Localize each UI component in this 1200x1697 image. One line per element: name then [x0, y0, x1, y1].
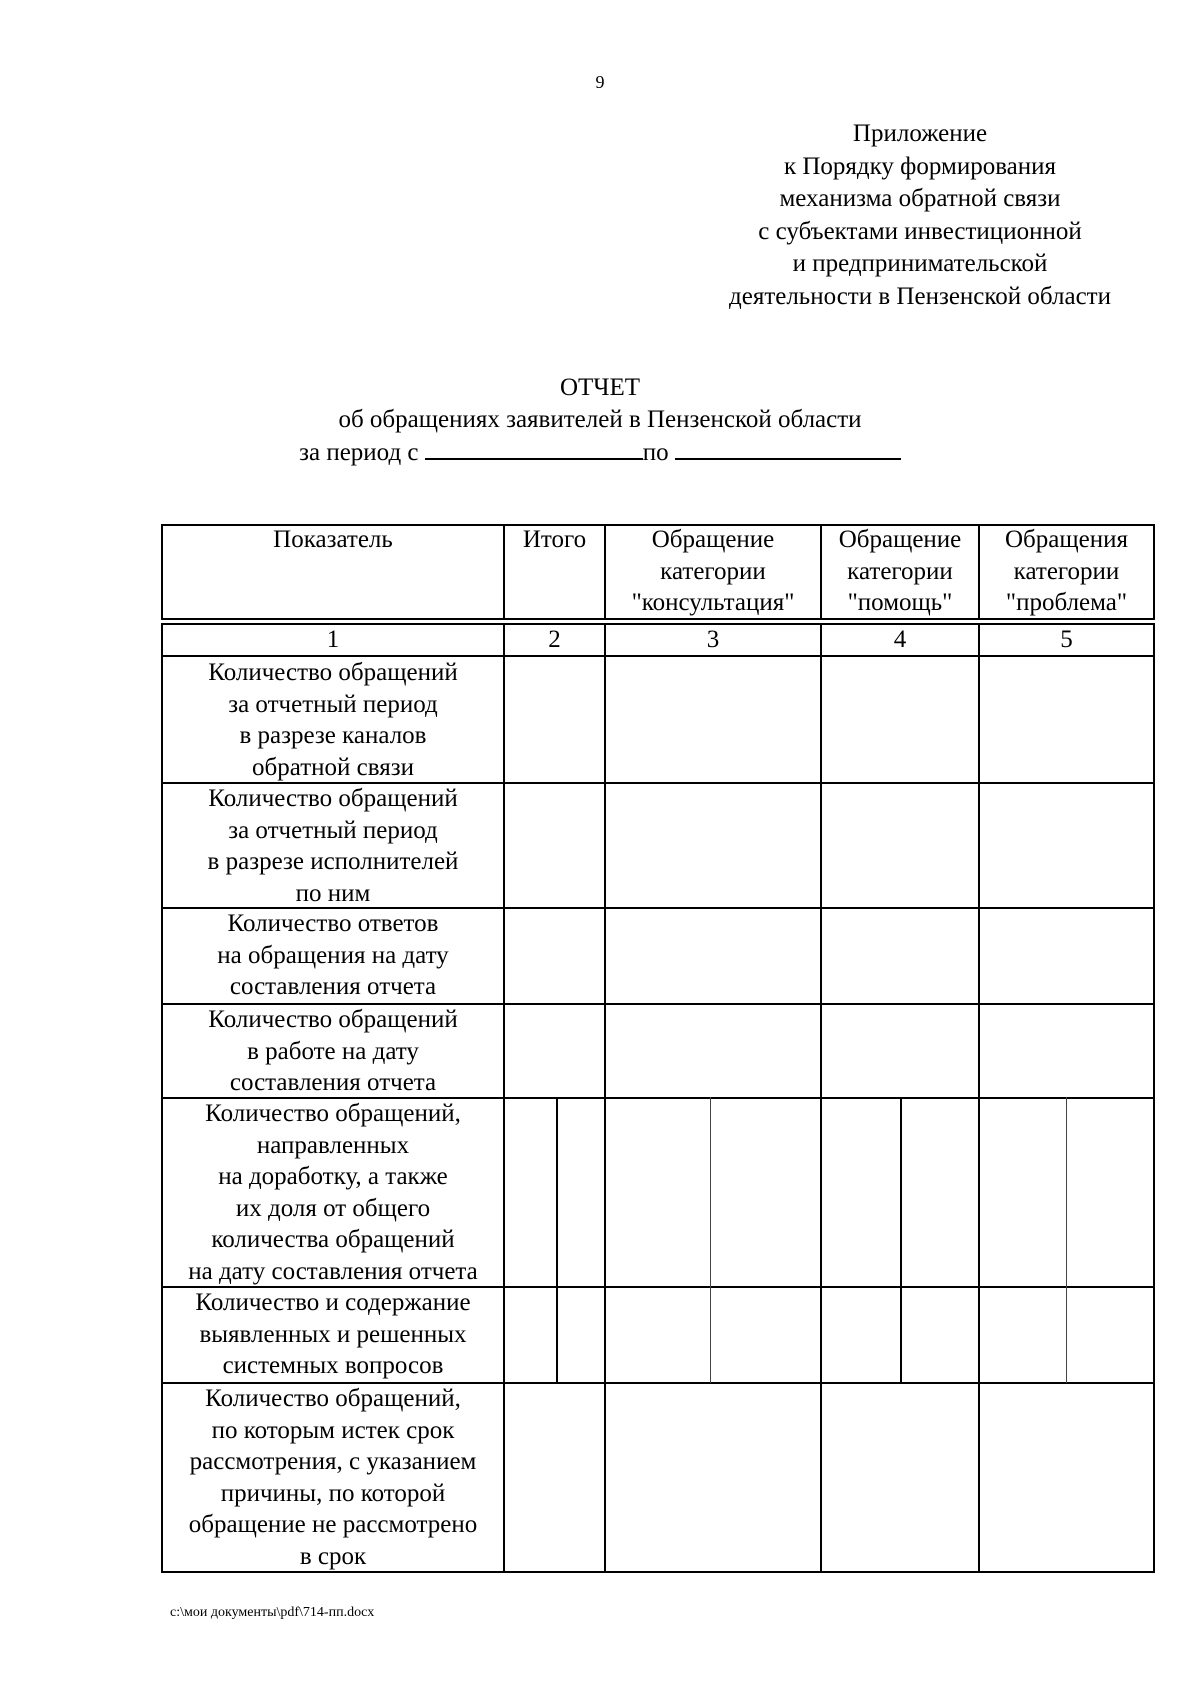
appendix-line: Приложение	[852, 120, 988, 147]
table-subcolumn-border	[1066, 1097, 1067, 1383]
row-label: Количество и содержание выявленных и решенных системных вопросов	[195, 1289, 471, 1379]
appendix-line: и предпринимательской	[792, 250, 1048, 277]
appendix-line: с субъектами инвестиционной	[758, 217, 1082, 245]
row-label: Количество обращений в работе на дату составления отчета	[208, 1006, 458, 1096]
table-border	[503, 623, 505, 1573]
column-number: 3	[706, 626, 720, 653]
period-to-label: по	[642, 439, 669, 466]
table-subcolumn-border	[710, 1097, 711, 1383]
period-from-blank[interactable]	[425, 436, 643, 460]
table-border	[820, 623, 822, 1573]
period-from-label: за период с	[299, 439, 419, 466]
column-number: 2	[548, 626, 561, 653]
appendix-line: механизма обратной связи	[779, 185, 1061, 212]
appendix-block	[690, 118, 1150, 313]
table-border	[604, 623, 606, 1573]
row-label: Количество обращений, по которым истек срок рассмотрения, с указанием причины, по которой обращение не рассмотрено в срок	[188, 1385, 478, 1570]
report-subtitle: об обращениях заявителей в Пензенской области	[338, 406, 862, 433]
report-title-block	[0, 372, 1200, 469]
table-border	[1153, 623, 1155, 1573]
report-period	[0, 436, 1200, 469]
header-consultation: Обращение категории "консультация"	[631, 526, 795, 616]
row-label: Количество обращений, направленных на доработку, а также их доля от общего количества обращений на дату составления отчета	[188, 1100, 478, 1285]
table-subcolumn-border	[556, 1097, 558, 1383]
header-help: Обращение категории "помощь"	[838, 526, 962, 616]
row-label: Количество ответов на обращения на дату составления отчета	[217, 910, 449, 1000]
header-problem: Обращения категории "проблема"	[1005, 526, 1128, 616]
table-border	[1153, 524, 1155, 620]
header-total: Итого	[522, 526, 587, 553]
column-number: 1	[326, 626, 340, 653]
report-heading: ОТЧЕТ	[559, 374, 641, 401]
page-number: 9	[595, 72, 605, 92]
table-subcolumn-border	[900, 1097, 902, 1383]
appendix-line: деятельности в Пензенской области	[729, 282, 1111, 310]
column-number: 4	[893, 626, 907, 653]
row-label: Количество обращений за отчетный период в разрезе каналов обратной связи	[208, 659, 458, 781]
footer-file-path: c:\мои документы\pdf\714-пп.docx	[170, 1605, 375, 1620]
period-to-blank[interactable]	[675, 436, 901, 460]
row-label: Количество обращений за отчетный период в разрезе исполнителей по ним	[207, 785, 459, 907]
table-border	[978, 623, 980, 1573]
appendix-line: к Порядку формирования	[783, 152, 1057, 180]
column-number: 5	[1060, 626, 1073, 653]
header-indicator: Показатель	[273, 526, 393, 553]
